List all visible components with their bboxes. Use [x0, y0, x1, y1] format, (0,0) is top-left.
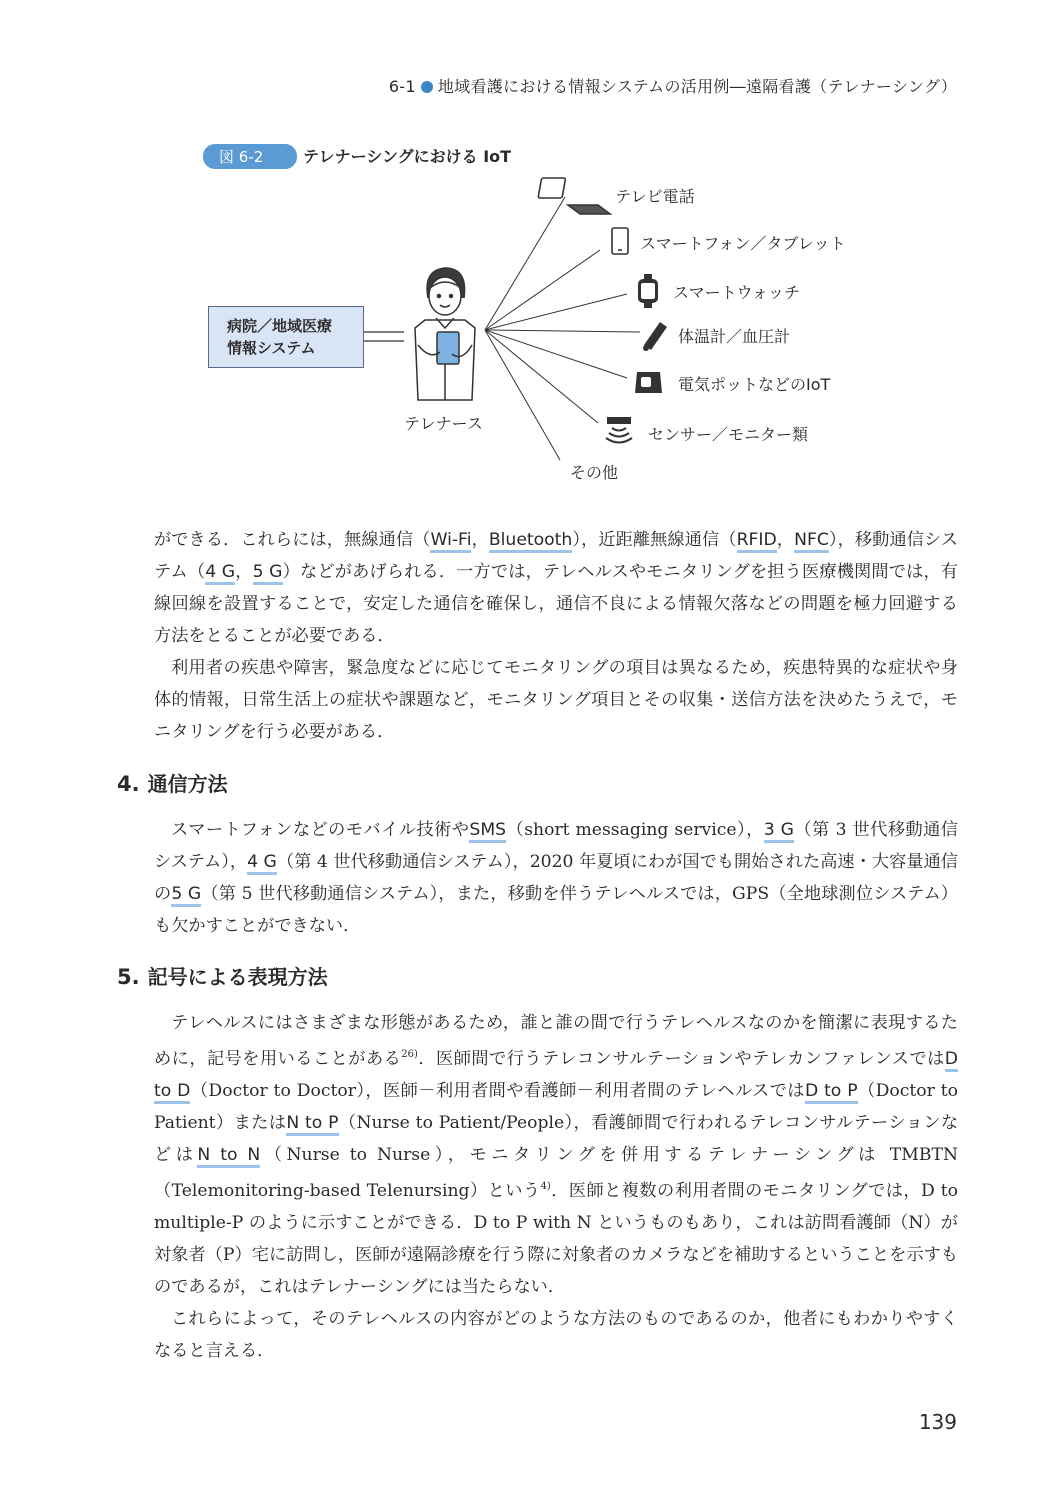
keyword: Wi-Fi — [430, 530, 471, 553]
paragraph — [154, 1007, 958, 1303]
text: スマートフォンなどのモバイル技術や — [171, 820, 470, 840]
section-heading-5 — [117, 961, 328, 990]
device-label-sensor: センサー／モニター類 — [648, 425, 809, 444]
keyword: 5 G — [253, 562, 283, 585]
system-box-line1: 病院／地域医療 — [227, 317, 333, 335]
text: （Doctor to Patient）または — [154, 1081, 958, 1133]
device-label-smartphone: スマートフォン／タブレット — [640, 234, 846, 253]
keyword: 4 G — [247, 852, 277, 875]
page-number: 139 — [918, 1410, 957, 1434]
nurse-icon — [415, 268, 475, 400]
keyword: 4 G — [205, 562, 235, 585]
text: テレヘルスにはさまざまな形態があるため，誰と誰の間で行うテレヘルスなのかを簡潔に表現するために，記号を用いることがある — [154, 1013, 958, 1069]
text: ， — [776, 530, 795, 550]
text: （第 5 世代移動通信システム），また，移動を伴うテレヘルスでは，GPS（全地球測位システム）も欠かすことができない． — [154, 884, 958, 936]
electric-pot-icon — [635, 372, 662, 393]
body-section-4 — [154, 814, 958, 942]
text: ， — [471, 530, 489, 550]
keyword: RFID — [737, 530, 777, 553]
device-label-smartwatch: スマートウォッチ — [673, 283, 801, 302]
text: ．医師と複数の利用者間のモニタリングでは，D to multiple-P のように示すことができる．D to P with N というものもあり，これは訪問看護師（N）が対象者（P）宅に訪問し，医師が遠隔診療を行う際に対象者のカメラなどを補助するということを示すものであるが，これはテレナーシングには当たらない． — [154, 1181, 959, 1297]
keyword: D to D — [154, 1049, 958, 1104]
section-number: 4. — [117, 772, 140, 796]
smartphone-icon — [612, 228, 628, 254]
system-box — [208, 306, 364, 368]
device-label-iot-pot: 電気ポットなどのIoT — [678, 375, 831, 394]
text: （第 4 世代移動通信システム），2020 年夏頃にわが国でも開始された高速・大容量通信の — [154, 852, 958, 904]
citation: 26) — [401, 1049, 418, 1060]
figure-label: 図 6-2 — [203, 144, 287, 169]
laptop-icon — [538, 178, 610, 214]
smartwatch-icon — [638, 274, 658, 308]
citation: 4) — [540, 1181, 551, 1192]
body-section-continuation — [154, 524, 958, 748]
section-heading-4 — [117, 768, 228, 797]
text: （第 3 世代移動通信システム）， — [154, 820, 958, 872]
figure-title: テレナーシングにおける IoT — [303, 147, 512, 166]
text: ができる．これらには，無線通信（ — [154, 530, 431, 550]
keyword: N to N — [197, 1145, 260, 1168]
text: ）などがあげられる．一方では，テレヘルスやモニタリングを担う医療機関間では，有線回線を設置することで，安定した通信を確保し，通信不良による情報欠落などの問題を極力回避する方法をとることが必要である． — [154, 562, 958, 646]
paragraph — [154, 524, 958, 652]
keyword: 5 G — [171, 884, 201, 907]
chapter-title: 地域看護における情報システムの活用例―遠隔看護（テレナーシング） — [437, 77, 957, 96]
text: ．医師間で行うテレコンサルテーションやテレカンファレンスでは — [417, 1049, 945, 1069]
section-title: 記号による表現方法 — [147, 965, 328, 989]
text: ），移動通信システム（ — [154, 530, 958, 582]
sensor-icon — [606, 418, 632, 443]
paragraph — [154, 814, 958, 942]
body-section-5 — [154, 1007, 958, 1367]
text: （Nurse to Patient/People），看護師間で行われるテレコンサルテーションなどは — [154, 1113, 959, 1165]
keyword: D to P — [805, 1081, 858, 1104]
text: ），近距離無線通信（ — [572, 530, 737, 550]
thermometer-icon — [643, 322, 667, 351]
paragraph: 利用者の疾患や障害，緊急度などに応じてモニタリングの項目は異なるため，疾患特異的な症状や身体的情報，日常生活上の症状や課題など，モニタリング項目とその収集・送信方法を決めたうえで，モニタリングを行う必要がある． — [154, 658, 958, 742]
section-number: 5. — [117, 965, 140, 989]
paragraph: これらによって，そのテレヘルスの内容がどのような方法のものであるのか，他者にもわかりやすくなると言える． — [154, 1309, 958, 1361]
section-number: 6-1 — [388, 77, 416, 96]
keyword: NFC — [794, 530, 829, 553]
running-head — [389, 74, 957, 97]
keyword: SMS — [469, 820, 506, 843]
bullet-icon — [421, 81, 433, 93]
section-title: 通信方法 — [147, 772, 228, 796]
device-label-other: その他 — [570, 463, 619, 482]
nurse-label: テレナース — [404, 414, 483, 433]
keyword: N to P — [286, 1113, 338, 1136]
text: （Doctor to Doctor），医師－利用者間や看護師－利用者間のテレヘルスでは — [190, 1081, 805, 1101]
text: （short messaging service）， — [506, 820, 764, 840]
text: ， — [235, 562, 253, 582]
system-box-line2: 情報システム — [227, 339, 316, 357]
keyword: 3 G — [764, 820, 794, 843]
device-label-thermometer: 体温計／血圧計 — [678, 327, 791, 346]
iot-diagram — [0, 170, 1063, 500]
keyword: Bluetooth — [489, 530, 572, 553]
text: （Nurse to Nurse），モニタリングを併用するテレナーシングは TMBTN（Telemonitoring-based Telenursing）という — [154, 1145, 958, 1201]
device-label-videophone: テレビ電話 — [615, 187, 695, 206]
